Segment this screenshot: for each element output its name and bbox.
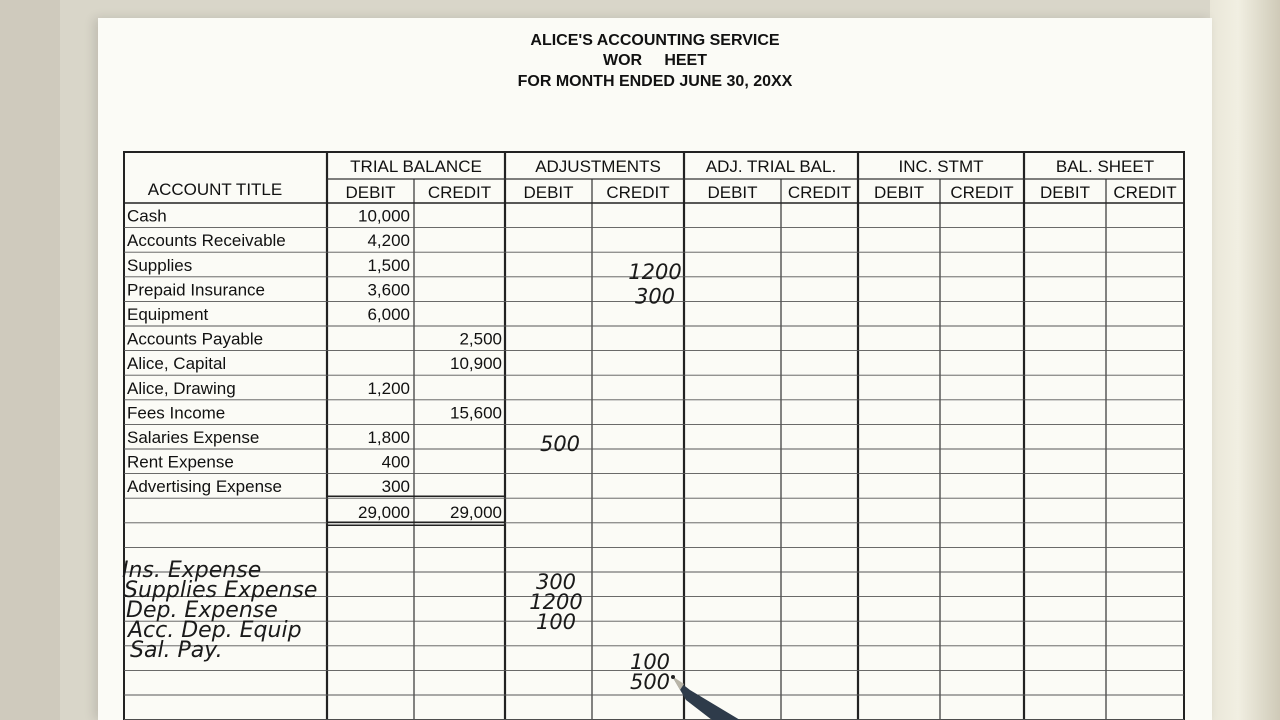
debit-header: DEBIT [523,183,574,202]
account-name: Alice, Drawing [127,378,236,398]
handwritten-adj-debit: 300 [535,570,577,594]
account-name: Fees Income [127,403,226,423]
tb-debit-total: 29,000 [358,503,410,523]
account-name: Cash [127,206,167,226]
credit-header: CREDIT [606,183,670,202]
handwritten-account: Acc. Dep. Equip [128,618,302,643]
tb-debit-value: 1,800 [367,428,410,447]
account-name: Alice, Capital [127,354,227,374]
tb-credit-total: 29,000 [450,503,502,523]
account-name: Salaries Expense [127,428,260,447]
tb-credit-value: 15,600 [450,403,502,423]
account-title-header: ACCOUNT TITLE [147,180,283,199]
tb-debit-value: 10,000 [358,206,410,226]
company-title: ALICE'S ACCOUNTING SERVICE [530,32,780,49]
credit-header: CREDIT [427,183,492,202]
group-header-2: ADJ. TRIAL BAL. [705,157,837,176]
group-header-1: ADJUSTMENTS [535,157,661,176]
group-header-4: BAL. SHEET [1055,157,1155,176]
tb-credit-value: 2,500 [459,329,502,349]
debit-header: DEBIT [345,183,396,202]
credit-header: CREDIT [950,183,1014,202]
account-name: Prepaid Insurance [127,280,265,300]
debit-header: DEBIT [873,183,925,202]
tb-debit-value: 3,600 [367,280,410,300]
tb-debit-value: 4,200 [367,231,410,251]
adj-debit-value: 500 [539,432,581,456]
debit-header: DEBIT [1039,183,1091,202]
adj-credit-value: 1200 [628,259,682,284]
tb-debit-value: 1,500 [367,255,410,275]
handwritten-adj-credit: 100 [629,650,671,674]
tb-debit-value: 6,000 [367,305,410,324]
tb-credit-value: 10,900 [450,354,502,374]
account-name: Advertising Expense [127,477,282,497]
handwritten-adj-credit: 500 [629,670,671,694]
account-name: Accounts Payable [127,329,264,349]
account-name: Accounts Receivable [127,231,286,251]
credit-header: CREDIT [1113,183,1177,202]
handwritten-account: Dep. Expense [126,598,278,623]
tb-debit-value: 1,200 [367,378,410,398]
handwritten-account: Supplies Expense [124,578,318,603]
debit-header: DEBIT [707,183,758,202]
handwritten-adj-debit: 100 [535,610,577,634]
handwritten-adj-debit: 1200 [529,590,583,614]
credit-header: CREDIT [787,183,852,202]
group-header-0: TRIAL BALANCE [350,157,482,176]
handwritten-account: Ins. Expense [122,558,262,583]
account-name: Rent Expense [127,452,234,472]
group-header-3: INC. STMT [898,157,984,176]
tb-debit-value: 300 [381,477,410,497]
period-title: FOR MONTH ENDED JUNE 30, 20XX [517,73,793,90]
document-title: WOR HEET [603,52,707,69]
handwritten-account: Sal. Pay. [130,638,223,663]
account-name: Equipment [127,305,209,324]
adj-credit-value: 300 [634,284,676,309]
tb-debit-value: 400 [381,452,410,472]
account-name: Supplies [127,255,193,275]
